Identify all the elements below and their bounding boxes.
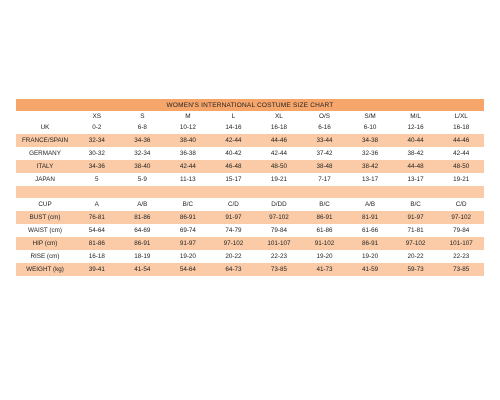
table-cell: 18-19 [120, 250, 166, 263]
table-cell: D/DD [256, 198, 302, 211]
row-label: RISE (cm) [16, 250, 74, 263]
row-label: UK [16, 121, 74, 134]
size-header: XL [275, 112, 283, 120]
table-cell: 97-102 [393, 237, 439, 250]
table-row [16, 211, 484, 224]
table-cell: 30-32 [74, 147, 120, 160]
table-cell: 64-69 [120, 224, 166, 237]
table-cell: C/D [211, 198, 257, 211]
table-cell: 81-91 [347, 211, 393, 224]
table-cell: 19-21 [438, 173, 484, 186]
size-header: S [140, 112, 145, 120]
table-cell: 16-18 [74, 250, 120, 263]
table-cell: 86-91 [347, 237, 393, 250]
table-cell: 16-18 [256, 121, 302, 134]
table-row [16, 173, 484, 186]
table-cell: 41-54 [120, 263, 166, 276]
table-cell: 97-102 [438, 211, 484, 224]
row-label: FRANCE/SPAIN [16, 134, 74, 147]
table-cell: 36-38 [165, 147, 211, 160]
table-cell: 91-102 [302, 237, 348, 250]
size-header: S/M [364, 112, 376, 120]
table-cell: 44-48 [393, 160, 439, 173]
table-cell: 14-16 [211, 121, 257, 134]
table-cell: 6-16 [302, 121, 348, 134]
table-cell: 59-73 [393, 263, 439, 276]
table-cell: 32-34 [120, 147, 166, 160]
table-cell: 12-16 [393, 121, 439, 134]
table-cell: 33-44 [302, 134, 348, 147]
table-cell: 76-81 [74, 211, 120, 224]
table-cell: 38-42 [393, 147, 439, 160]
row-label: ITALY [16, 160, 74, 173]
table-cell: 101-107 [438, 237, 484, 250]
table-cell: 32-36 [347, 147, 393, 160]
table-cell: 81-86 [74, 237, 120, 250]
table-cell: 13-17 [347, 173, 393, 186]
table-cell: 20-22 [211, 250, 257, 263]
table-cell: 34-38 [347, 134, 393, 147]
table-cell: 79-84 [438, 224, 484, 237]
table-cell: 41-73 [302, 263, 348, 276]
table-cell: B/C [165, 198, 211, 211]
table-cell: 39-41 [74, 263, 120, 276]
table-cell: A/B [120, 198, 166, 211]
table-cell: 42-44 [256, 147, 302, 160]
table-cell: 38-48 [302, 160, 348, 173]
row-label: JAPAN [16, 173, 74, 186]
row-label: WAIST (cm) [16, 224, 74, 237]
table-cell: 48-50 [438, 160, 484, 173]
table-cell: 48-50 [256, 160, 302, 173]
table-row [16, 121, 484, 134]
table-cell: 32-34 [74, 134, 120, 147]
table-row [16, 263, 484, 276]
table-cell: 5-9 [120, 173, 166, 186]
size-chart [16, 99, 484, 276]
section-divider-cell [16, 186, 484, 198]
table-cell: 38-40 [120, 160, 166, 173]
table-cell: B/C [302, 198, 348, 211]
table-cell: 44-46 [256, 134, 302, 147]
table-cell: A/B [347, 198, 393, 211]
table-cell: 38-42 [347, 160, 393, 173]
table-cell: 61-66 [347, 224, 393, 237]
row-label: WEIGHT (kg) [16, 263, 74, 276]
table-cell: 91-97 [211, 211, 257, 224]
table-cell: 64-73 [211, 263, 257, 276]
table-cell: 42-44 [438, 147, 484, 160]
table-cell: 38-40 [165, 134, 211, 147]
table-cell: 22-23 [256, 250, 302, 263]
table-cell: 15-17 [211, 173, 257, 186]
table-cell: 22-23 [438, 250, 484, 263]
size-header: O/S [319, 112, 331, 120]
table-cell: 10-12 [165, 121, 211, 134]
table-cell: 97-102 [256, 211, 302, 224]
table-cell: 97-102 [211, 237, 257, 250]
table-cell: 37-42 [302, 147, 348, 160]
title-row [16, 99, 484, 111]
table-cell: 19-21 [256, 173, 302, 186]
size-header: M/L [410, 112, 421, 120]
table-cell: 6-8 [120, 121, 166, 134]
size-header: M [185, 112, 191, 120]
table-cell: 71-81 [393, 224, 439, 237]
table-cell: 46-48 [211, 160, 257, 173]
table-cell: 40-44 [393, 134, 439, 147]
table-cell: 79-84 [256, 224, 302, 237]
table-cell: 74-79 [211, 224, 257, 237]
size-header: L [231, 112, 236, 120]
table-cell: 19-20 [165, 250, 211, 263]
table-cell: 34-36 [74, 160, 120, 173]
table-cell: 54-64 [74, 224, 120, 237]
table-cell: 41-59 [347, 263, 393, 276]
size-chart-table [16, 99, 484, 276]
size-header: L/XL [454, 112, 468, 120]
table-cell: 44-46 [438, 134, 484, 147]
table-cell: 54-64 [165, 263, 211, 276]
row-label: CUP [16, 198, 74, 211]
table-cell: 42-44 [165, 160, 211, 173]
table-cell: B/C [393, 198, 439, 211]
row-label: GERMANY [16, 147, 74, 160]
table-cell: 5 [74, 173, 120, 186]
table-cell: C/D [438, 198, 484, 211]
row-label: BUST (cm) [16, 211, 74, 224]
table-cell: A [74, 198, 120, 211]
table-row [16, 250, 484, 263]
table-cell: 20-22 [393, 250, 439, 263]
table-row [16, 134, 484, 147]
table-cell: 19-20 [302, 250, 348, 263]
header-corner [16, 111, 74, 121]
table-row [16, 224, 484, 237]
table-cell: 19-20 [347, 250, 393, 263]
chart-title: WOMEN'S INTERNATIONAL COSTUME SIZE CHART [16, 99, 484, 111]
table-cell: 86-91 [165, 211, 211, 224]
table-cell: 81-86 [120, 211, 166, 224]
table-row [16, 237, 484, 250]
table-cell: 69-74 [165, 224, 211, 237]
table-cell: 0-2 [74, 121, 120, 134]
table-cell: 91-97 [393, 211, 439, 224]
table-cell: 11-13 [165, 173, 211, 186]
size-chart-body [16, 99, 484, 276]
table-cell: 40-42 [211, 147, 257, 160]
row-label: HIP (cm) [16, 237, 74, 250]
table-cell: 86-91 [302, 211, 348, 224]
section-divider [16, 186, 484, 198]
table-cell: 86-91 [120, 237, 166, 250]
table-cell: 6-10 [347, 121, 393, 134]
table-cell: 73-85 [256, 263, 302, 276]
table-row [16, 198, 484, 211]
table-cell: 101-107 [256, 237, 302, 250]
table-row [16, 160, 484, 173]
table-cell: 73-85 [438, 263, 484, 276]
table-cell: 91-97 [165, 237, 211, 250]
size-header-row [16, 111, 484, 121]
table-cell: 13-17 [393, 173, 439, 186]
table-cell: 42-44 [211, 134, 257, 147]
table-cell: 16-18 [438, 121, 484, 134]
table-cell: 7-17 [302, 173, 348, 186]
table-row [16, 147, 484, 160]
table-cell: 61-86 [302, 224, 348, 237]
size-header: XS [92, 112, 102, 120]
table-cell: 34-36 [120, 134, 166, 147]
